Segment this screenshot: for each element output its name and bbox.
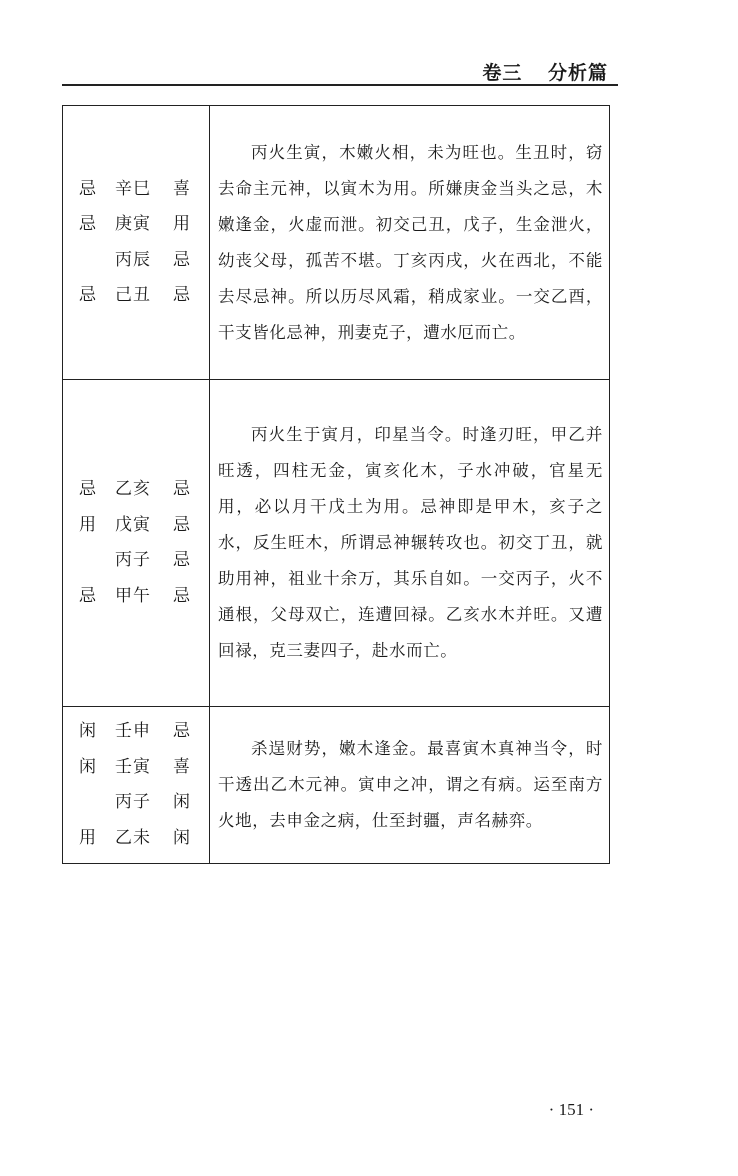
ganzhi: 壬申 [115,721,151,741]
analysis-cell [210,380,610,707]
month-pillar [79,207,195,243]
stem-role: 忌 [79,585,96,606]
hour-pillar [79,579,195,615]
month-pillar [79,508,195,544]
stem-role: 用 [79,514,96,535]
year-pillar [79,472,195,508]
analysis-text: 杀逞财势，嫩木逢金。最喜寅木真神当令，时干透出乙木元神。寅申之冲，谓之有病。运至南方火地，去申金之病，仕至封疆，声名赫弈。 [218,739,603,830]
stem-role [79,543,115,579]
volume-label: 卷三 [482,62,523,84]
branch-role: 忌 [173,721,190,741]
branch-role: 忌 [173,479,190,499]
ganzhi: 乙未 [115,827,151,848]
branch-role: 喜 [173,756,190,777]
header-rule [62,84,618,86]
branch-role: 闲 [173,827,190,848]
case-row [63,707,610,864]
stem-role: 忌 [79,285,96,305]
day-pillar [79,543,195,579]
branch-role: 忌 [173,585,190,606]
stem-role: 闲 [79,721,96,741]
pillars-cell [63,380,210,707]
stem-role: 闲 [79,756,96,777]
year-pillar [79,172,195,208]
stem-role: 用 [79,827,96,848]
case-table [62,105,610,864]
ganzhi: 己丑 [115,285,151,305]
analysis-text: 丙火生于寅月，印星当令。时逢刃旺，甲乙并旺透，四柱无金，寅亥化木，子水冲破，官星无用，必以月干戊土为用。忌神即是甲木，亥子之水，反生旺木，所谓忌神辗转攻也。初交丁丑，就助用神，祖业十余万，其乐自如。一交丙子，火不通根，父母双亡，连遭回禄。乙亥水木并旺。又遭回禄，克三妻四子，赴水而亡。 [218,425,603,660]
stem-role: 忌 [79,214,96,234]
day-pillar [79,243,195,279]
ganzhi: 乙亥 [115,479,151,499]
ganzhi: 丙子 [115,792,151,812]
stem-role: 忌 [79,178,96,199]
stem-role [79,243,115,279]
pillars-cell [63,106,210,380]
ganzhi: 丙辰 [115,249,151,270]
page-number: · 151 · [548,1100,594,1119]
branch-role: 喜 [173,178,190,199]
stem-role: 忌 [79,479,96,499]
day-pillar [79,785,195,821]
pillars-cell [63,707,210,864]
analysis-cell [210,106,610,380]
analysis-text: 丙火生寅，木嫩火相，未为旺也。生丑时，窃去命主元神，以寅木为用。所嫌庚金当头之忌，木嫩逢金，火虚而泄。初交己丑，戊子，生金泄火，幼丧父母，孤苦不堪。丁亥丙戌，火在西北，不能去尽忌神。所以历尽风霜，稍成家业。一交乙酉，干支皆化忌神，刑妻克子，遭水厄而亡。 [218,142,603,342]
branch-role: 忌 [173,550,190,570]
hour-pillar [79,278,195,314]
branch-role: 闲 [173,792,190,812]
branch-role: 忌 [173,285,190,305]
ganzhi: 甲午 [115,585,151,606]
stem-role [79,785,115,821]
ganzhi: 壬寅 [115,756,151,777]
branch-role: 用 [173,214,190,234]
ganzhi: 丙子 [115,550,151,570]
branch-role: 忌 [173,249,190,270]
analysis-cell [210,707,610,864]
case-row [63,106,610,380]
month-pillar [79,750,195,786]
year-pillar [79,714,195,750]
section-label: 分析篇 [547,62,608,84]
hour-pillar [79,821,195,857]
case-row [63,380,610,707]
ganzhi: 戊寅 [115,514,151,535]
running-header [482,58,608,85]
branch-role: 忌 [173,514,190,535]
ganzhi: 辛巳 [115,178,151,199]
ganzhi: 庚寅 [115,214,151,234]
